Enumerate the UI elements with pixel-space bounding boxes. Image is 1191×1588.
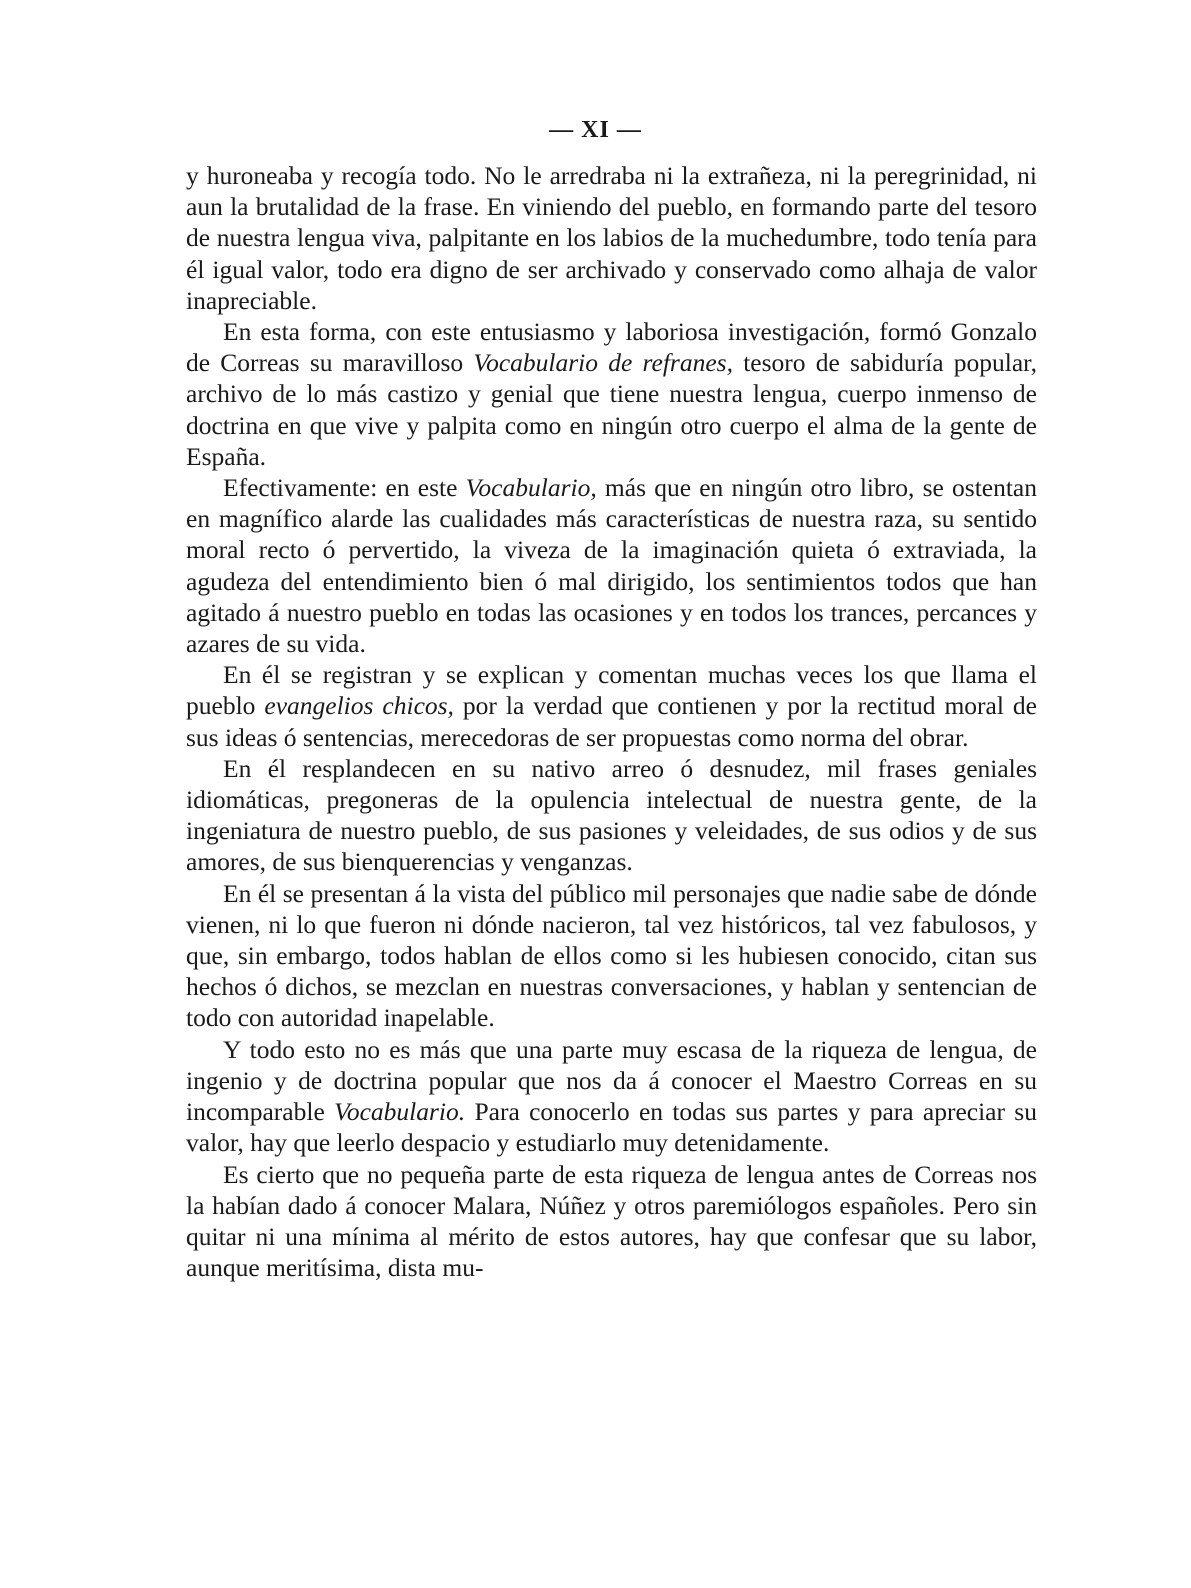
text-segment: Efectivamente: en este <box>223 473 466 503</box>
text-segment: por la verdad que contienen y por la rectitud moral de sus ideas ó sentencias, merecedoras de ser propuestas como norma del obrar. <box>186 691 1037 752</box>
paragraph-1 <box>186 160 1037 316</box>
paragraph-6 <box>186 878 1037 1034</box>
text-segment: Y todo esto no es más que una parte muy escasa de la riqueza de lengua, de ingenio y de doctrina popular que nos da á conocer el Maestro Correas en su incomparable <box>186 1034 1037 1127</box>
text-segment: más que en ningún otro libro, se ostentan en magnífico alarde las cualidades más características de nuestra raza, su sentido moral recto ó pervertido, la viveza de la imaginación quieta ó extraviada, la agudeza del entendimiento bien ó mal dirigido, los sentimientos todos que han agitado á nuestro pueblo en todas las ocasiones y en todos los trances, percances y azares de su vida. <box>186 473 1037 659</box>
page-number: — XI — <box>549 117 642 143</box>
text-segment: En él se registran y se explican y comentan muchas veces los que llama el pueblo <box>186 660 1037 721</box>
text-segment: En esta forma, con este entusiasmo y laboriosa investigación, formó Gonzalo de Correas su maravilloso <box>186 317 1037 378</box>
text-segment: y huroneaba y recogía todo. No le arredraba ni la extrañeza, ni la peregrinidad, ni aun la brutalidad de la frase. En viniendo del pueblo, en formando parte del tesoro de nuestra lengua viva, palpitante en los labios de la muchedumbre, todo tenía para él igual valor, todo era digno de ser archivado y conservado como alhaja de valor inapreciable. <box>186 161 1037 315</box>
book-title-vocabulario-de-refranes: Vocabulario de refranes, <box>473 348 733 378</box>
paragraph-4 <box>186 659 1037 753</box>
text-segment: tesoro de sabiduría popular, archivo de lo más castizo y genial que tiene nuestra lengua, cuerpo inmenso de doctrina en que vive y palpita como en ningún otro cuerpo el alma de la gente de España. <box>186 348 1037 471</box>
text-segment: Para conocerlo en todas sus partes y para apreciar su valor, hay que leerlo despacio y estudiarlo muy detenidamente. <box>186 1097 1037 1158</box>
book-title-vocabulario: Vocabulario. <box>334 1097 466 1127</box>
text-segment: Es cierto que no pequeña parte de esta riqueza de lengua antes de Correas nos la habían dado á conocer Malara, Núñez y otros paremiólogos españoles. Pero sin quitar ni una mínima al mérito de estos autores, hay que confesar que su labor, aunque meritísima, dista mu- <box>186 1159 1037 1283</box>
paragraph-3 <box>186 472 1037 659</box>
italic-phrase-evangelios-chicos: evangelios chicos, <box>264 691 454 721</box>
paragraph-8 <box>186 1159 1037 1284</box>
text-segment: En él resplandecen en su nativo arreo ó desnudez, mil frases geniales idiomáticas, pregoneras de la opulencia intelectual de nuestra gente, de la ingeniatura de nuestro pueblo, de sus pasiones y veleidades, de sus odios y de sus amores, de sus bienquerencias y venganzas. <box>186 753 1037 877</box>
text-segment: En él se presentan á la vista del público mil personajes que nadie sabe de dónde vienen, ni lo que fueron ni dónde nacieron, tal vez históricos, tal vez fabulosos, y que, sin embargo, todos hablan de ellos como si les hubiesen conocido, citan sus hechos ó dichos, se mezclan en nuestras conversaciones, y hablan y sentencian de todo con autoridad inapelable. <box>186 878 1037 1033</box>
body-text <box>186 160 1037 1283</box>
paragraph-7 <box>186 1034 1037 1159</box>
paragraph-5 <box>186 753 1037 878</box>
paragraph-2 <box>186 316 1037 472</box>
book-title-vocabulario: Vocabulario, <box>465 473 597 503</box>
